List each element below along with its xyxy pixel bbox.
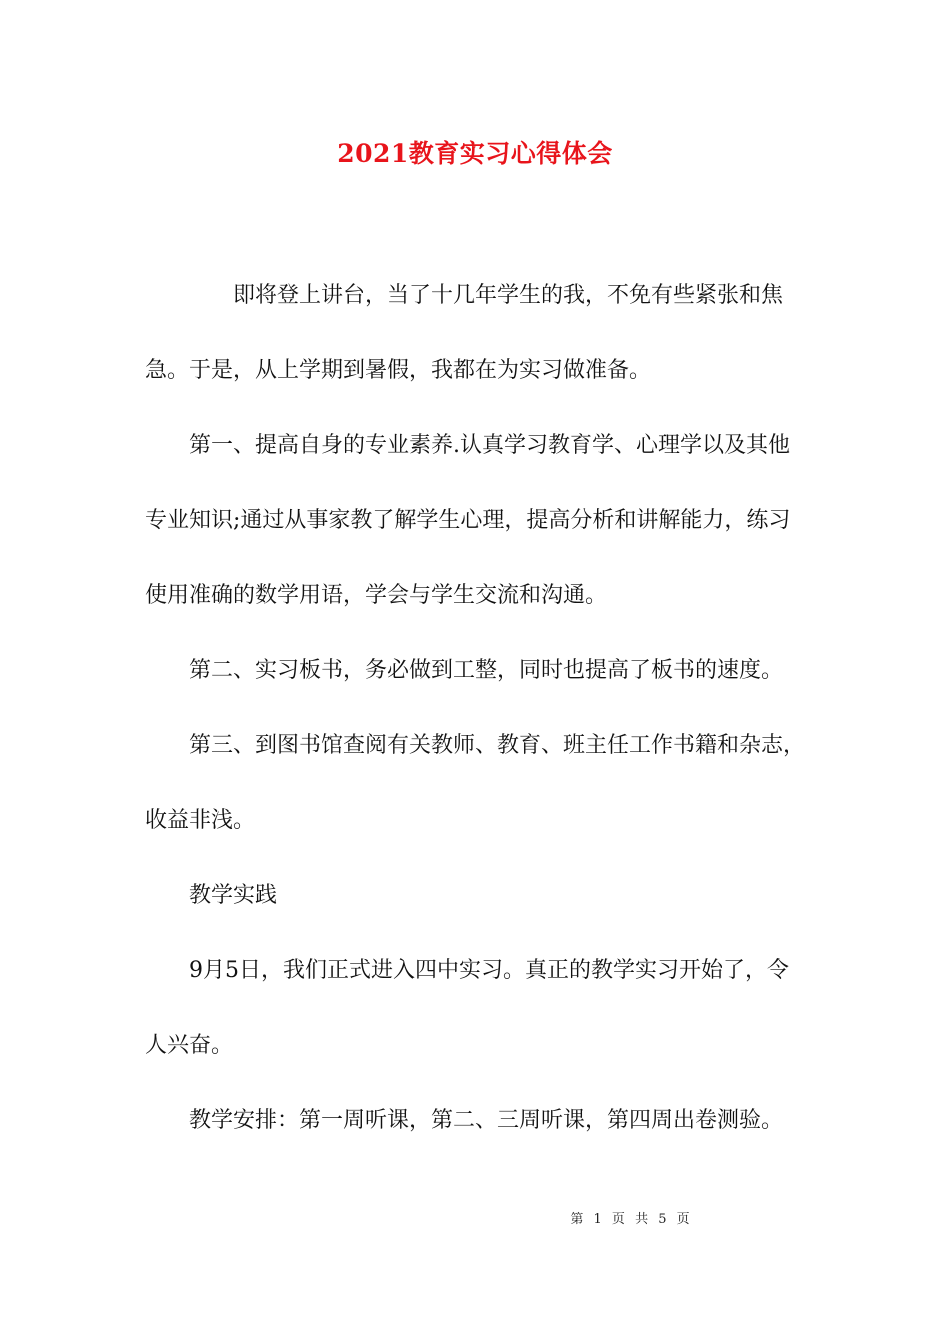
paragraph-line: 人兴奋。 <box>145 1033 234 1058</box>
footer-total-pages: 5 <box>658 1212 667 1227</box>
document-body <box>145 277 820 1177</box>
paragraph-line: 教学安排：第一周听课，第二、三周听课，第四周出卷测验。 <box>189 1108 784 1133</box>
paragraph-6 <box>145 952 820 1065</box>
paragraph-1 <box>145 277 820 390</box>
paragraph-line: 专业知识;通过从事家教了解学生心理，提高分析和讲解能力，练习 <box>145 508 791 533</box>
document-title: 2021教育实习心得体会 <box>337 139 613 168</box>
paragraph-line: 教学实践 <box>189 883 278 908</box>
paragraph-2 <box>145 427 820 615</box>
footer-total-word: 共 <box>635 1212 649 1227</box>
footer-prefix: 第 <box>570 1212 584 1227</box>
paragraph-7 <box>145 1102 820 1140</box>
paragraph-line: 急。于是，从上学期到暑假，我都在为实习做准备。 <box>145 358 652 383</box>
section-heading-teaching-practice <box>145 877 820 915</box>
paragraph-line: 即将登上讲台，当了十几年学生的我，不免有些紧张和焦 <box>233 283 784 308</box>
paragraph-3 <box>145 652 820 690</box>
footer-suffix: 页 <box>676 1212 690 1227</box>
footer-page-word: 页 <box>611 1212 625 1227</box>
paragraph-line: 第二、实习板书，务必做到工整，同时也提高了板书的速度。 <box>189 658 784 683</box>
paragraph-line: 第三、到图书馆查阅有关教师、教育、班主任工作书籍和杂志， <box>189 733 806 758</box>
paragraph-line: 第一、提高自身的专业素养.认真学习教育学、心理学以及其他 <box>189 433 790 458</box>
paragraph-line: 收益非浅。 <box>145 808 256 833</box>
paragraph-line: 9月5日，我们正式进入四中实习。真正的教学实习开始了，令 <box>189 958 789 983</box>
paragraph-4 <box>145 727 820 840</box>
footer-current-page: 1 <box>593 1212 602 1227</box>
page-footer <box>0 1208 950 1227</box>
paragraph-line: 使用准确的数学用语，学会与学生交流和沟通。 <box>145 583 608 608</box>
